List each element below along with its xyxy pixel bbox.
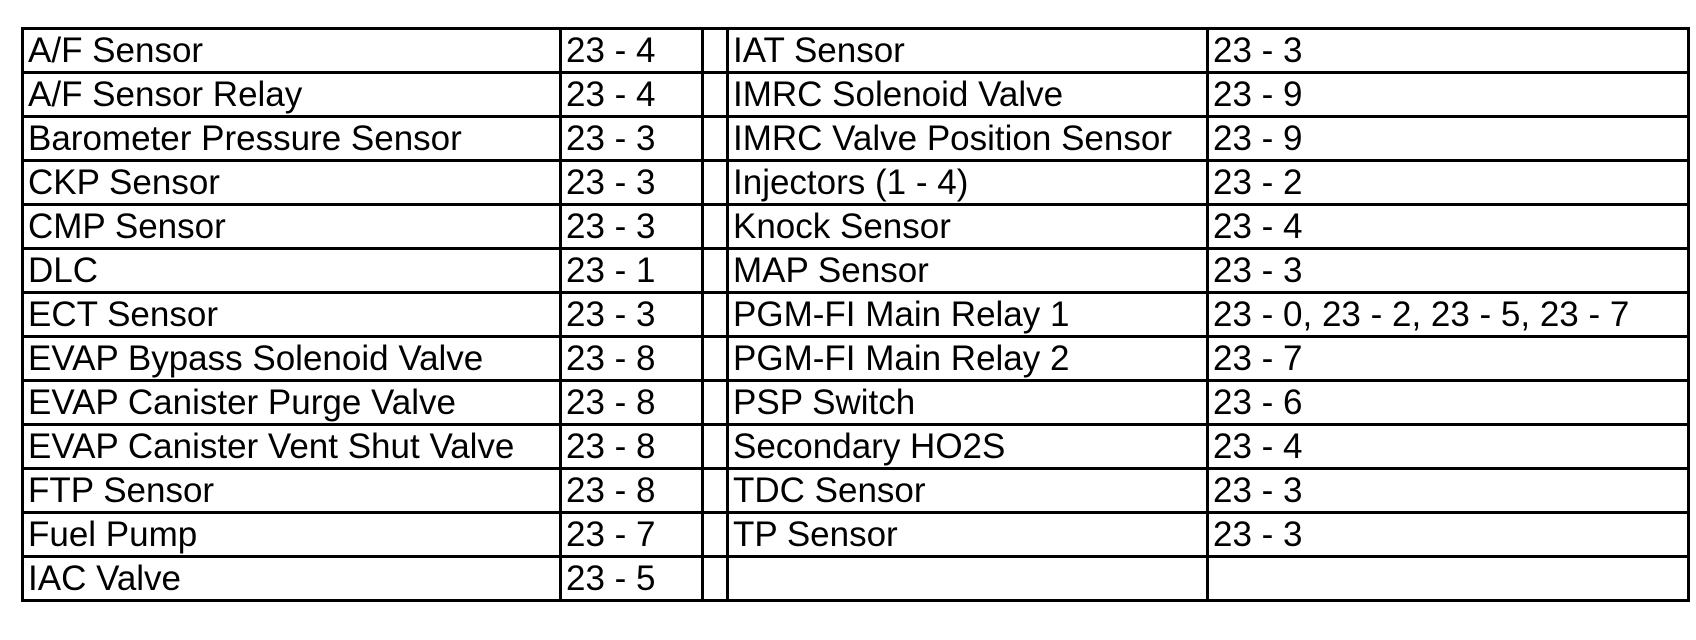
table-row [23,205,1689,249]
right-page-ref-cell: 23 - 3 [1208,513,1689,557]
left-page-ref-cell: 23 - 8 [561,469,703,513]
right-page-ref-cell: 23 - 0, 23 - 2, 23 - 5, 23 - 7 [1208,293,1689,337]
table-row [23,249,1689,293]
left-component-cell: IAC Valve [23,557,561,601]
right-page-ref-cell: 23 - 9 [1208,73,1689,117]
left-page-ref-cell: 23 - 1 [561,249,703,293]
column-gap-cell [703,73,728,117]
column-gap-cell [703,161,728,205]
right-component-cell: PGM-FI Main Relay 1 [728,293,1208,337]
right-component-cell: Knock Sensor [728,205,1208,249]
right-page-ref-cell: 23 - 3 [1208,249,1689,293]
table-row [23,73,1689,117]
right-page-ref-cell: 23 - 2 [1208,161,1689,205]
table-row [23,425,1689,469]
left-page-ref-cell: 23 - 4 [561,73,703,117]
left-page-ref-cell: 23 - 4 [561,29,703,73]
right-page-ref-cell: 23 - 3 [1208,469,1689,513]
table-row [23,29,1689,73]
column-gap-cell [703,117,728,161]
right-component-cell: IMRC Valve Position Sensor [728,117,1208,161]
table-row [23,337,1689,381]
left-page-ref-cell: 23 - 3 [561,117,703,161]
table-row [23,557,1689,601]
left-component-cell: EVAP Canister Purge Valve [23,381,561,425]
right-component-cell: PSP Switch [728,381,1208,425]
left-page-ref-cell: 23 - 8 [561,381,703,425]
component-index-table [21,27,1690,602]
right-page-ref-cell: 23 - 7 [1208,337,1689,381]
right-component-cell [728,557,1208,601]
right-component-cell: MAP Sensor [728,249,1208,293]
left-page-ref-cell: 23 - 5 [561,557,703,601]
column-gap-cell [703,29,728,73]
table-row [23,513,1689,557]
right-component-cell: TP Sensor [728,513,1208,557]
left-page-ref-cell: 23 - 3 [561,205,703,249]
column-gap-cell [703,425,728,469]
left-page-ref-cell: 23 - 3 [561,161,703,205]
table-row [23,161,1689,205]
right-component-cell: IMRC Solenoid Valve [728,73,1208,117]
column-gap-cell [703,469,728,513]
left-component-cell: A/F Sensor Relay [23,73,561,117]
left-page-ref-cell: 23 - 7 [561,513,703,557]
right-page-ref-cell [1208,557,1689,601]
right-page-ref-cell: 23 - 4 [1208,425,1689,469]
table-row [23,293,1689,337]
component-index-body [23,29,1689,601]
right-component-cell: IAT Sensor [728,29,1208,73]
left-component-cell: EVAP Canister Vent Shut Valve [23,425,561,469]
left-page-ref-cell: 23 - 8 [561,337,703,381]
right-component-cell: Injectors (1 - 4) [728,161,1208,205]
left-component-cell: CKP Sensor [23,161,561,205]
right-component-cell: Secondary HO2S [728,425,1208,469]
left-component-cell: Barometer Pressure Sensor [23,117,561,161]
left-component-cell: FTP Sensor [23,469,561,513]
right-component-cell: PGM-FI Main Relay 2 [728,337,1208,381]
column-gap-cell [703,337,728,381]
left-component-cell: A/F Sensor [23,29,561,73]
column-gap-cell [703,513,728,557]
column-gap-cell [703,557,728,601]
table-row [23,117,1689,161]
column-gap-cell [703,205,728,249]
table-row [23,381,1689,425]
left-component-cell: Fuel Pump [23,513,561,557]
left-page-ref-cell: 23 - 8 [561,425,703,469]
right-page-ref-cell: 23 - 3 [1208,29,1689,73]
left-component-cell: CMP Sensor [23,205,561,249]
left-component-cell: ECT Sensor [23,293,561,337]
right-page-ref-cell: 23 - 4 [1208,205,1689,249]
left-component-cell: DLC [23,249,561,293]
right-page-ref-cell: 23 - 6 [1208,381,1689,425]
left-page-ref-cell: 23 - 3 [561,293,703,337]
right-component-cell: TDC Sensor [728,469,1208,513]
column-gap-cell [703,293,728,337]
table-row [23,469,1689,513]
right-page-ref-cell: 23 - 9 [1208,117,1689,161]
left-component-cell: EVAP Bypass Solenoid Valve [23,337,561,381]
column-gap-cell [703,381,728,425]
column-gap-cell [703,249,728,293]
